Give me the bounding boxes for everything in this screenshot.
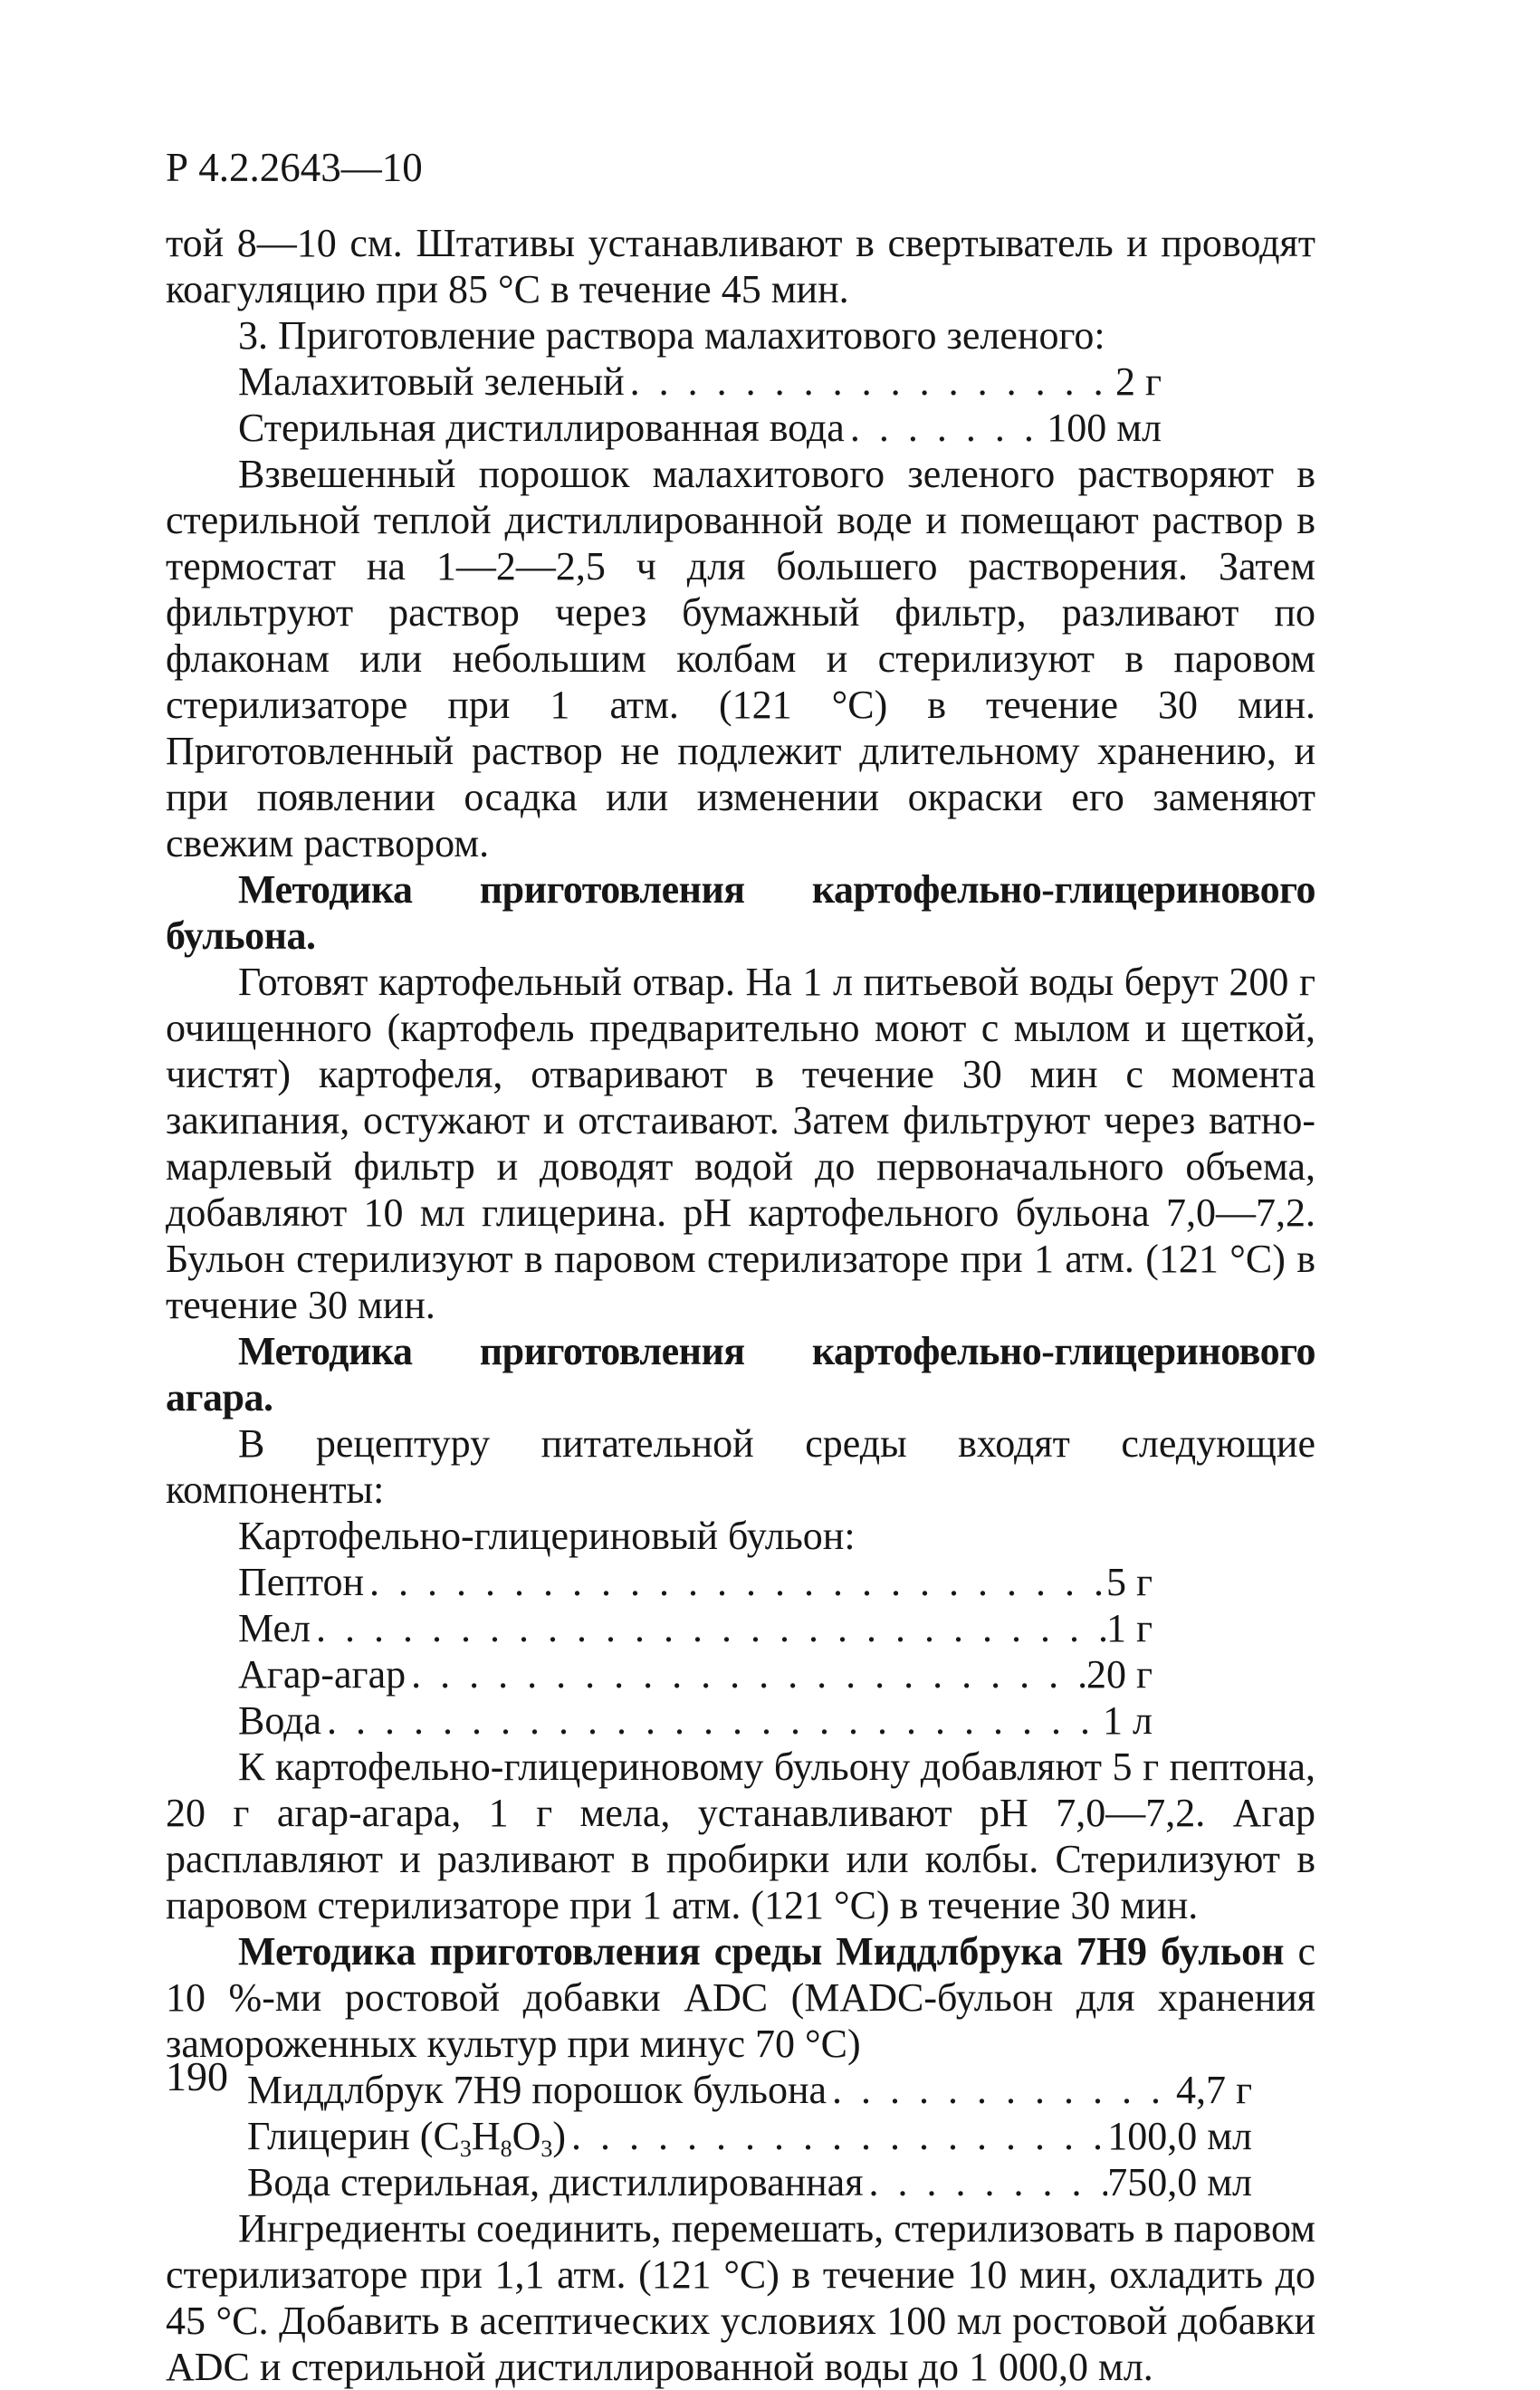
ingredient-name: Мел xyxy=(238,1606,311,1650)
paragraph-agar-intro: В рецептуру питательной среды входят следующие компоненты: xyxy=(166,1421,1315,1512)
ingredient-quantity: 2 г xyxy=(1114,359,1162,404)
ingredient-quantity: 750,0 мл xyxy=(1107,2160,1252,2204)
leader-dots xyxy=(311,1605,1106,1651)
section-heading-broth: Методика приготовления картофельно-глицеринового бульона. xyxy=(166,867,1315,958)
ingredient-row xyxy=(247,2159,1252,2205)
ingredient-name: Миддлбрук 7Н9 порошок бульона xyxy=(247,2068,827,2112)
ingredient-row xyxy=(238,358,1162,405)
paragraph-agar: К картофельно-глицериновому бульону добавляют 5 г пептона, 20 г агар-агара, 1 г мела, устанавливают pH 7,0—7,2. Агар расплавляют и разливают в пробирки или колбы. Стерилизуют в паровом стерилизаторе при 1 атм. (121 °С) в течение 30 мин. xyxy=(166,1745,1315,1927)
formula-close: ) xyxy=(552,2114,567,2158)
ingredient-row xyxy=(238,1651,1153,1697)
ingredient-name xyxy=(247,2113,567,2162)
ingredient-quantity: 1 г xyxy=(1105,1606,1153,1650)
section-heading-middlebrook xyxy=(166,1928,1315,2067)
ingredient-name: Агар-агар xyxy=(238,1652,407,1697)
ingredient-row xyxy=(247,2113,1252,2162)
middlebrook-ingredients-list xyxy=(166,2067,1252,2205)
ingredient-row xyxy=(247,2067,1252,2113)
leader-dots xyxy=(845,405,1047,451)
leader-dots xyxy=(364,1559,1106,1605)
paragraph-final: Ингредиенты соединить, перемешать, стерилизовать в паровом стерилизаторе при 1,1 атм. (121 °С) в течение 10 мин, охладить до 45 °С. Добавить в асептических условиях 100 мл ростовой добавки ADC и стерильной дистиллированной воды до 1 000,0 мл. xyxy=(166,2206,1315,2389)
subscript: 3 xyxy=(540,2136,553,2162)
agar-base-label: Картофельно-глицериновый бульон: xyxy=(238,1514,856,1558)
ingredient-name: Вода xyxy=(238,1698,321,1743)
paragraph-malachite: Взвешенный порошок малахитового зеленого растворяют в стерильной теплой дистиллированной воде и помещают раствор в термостат на 1—2—2,5 ч для большего растворения. Затем фильтруют раствор через бумажный фильтр, разливают по флаконам или небольшим колбам и стерилизуют в паровом стерилизаторе при 1 атм. (121 °С) в течение 30 мин. Приготовленный раствор не подлежит длительному хранению, и при появлении осадка или изменении окраски его заменяют свежим раствором. xyxy=(166,452,1315,865)
leader-dots xyxy=(406,1651,1086,1697)
item-3-title: 3. Приготовление раствора малахитового зеленого: xyxy=(238,313,1105,358)
ingredient-quantity: 100,0 мл xyxy=(1107,2114,1252,2158)
ingredient-name: Вода стерильная, дистиллированная xyxy=(247,2160,864,2204)
section-heading-agar: Методика приготовления картофельно-глицеринового агара. xyxy=(166,1329,1315,1420)
ingredient-row xyxy=(238,1605,1153,1651)
ingredient-name: Стерильная дистиллированная вода xyxy=(238,406,845,450)
middlebrook-heading-bold: Методика приготовления среды Миддлбрука 7Н9 бульон xyxy=(238,1929,1285,1974)
leader-dots xyxy=(625,358,1115,405)
page-number: 190 xyxy=(166,2053,228,2099)
paragraph-broth: Готовят картофельный отвар. На 1 л питьевой воды берут 200 г очищенного (картофель предварительно моют с мылом и щеткой, чистят) картофеля, отваривают в течение 30 мин с момента закипания, остужают и отстаивают. Затем фильтруют через ватно-марлевый фильтр и доводят водой до первоначального объема, добавляют 10 мл глицерина. pH картофельного бульона 7,0—7,2. Бульон стерилизуют в паровом стерилизаторе при 1 атм. (121 °С) в течение 30 мин. xyxy=(166,960,1315,1327)
formula-part: Н xyxy=(471,2114,501,2158)
leader-dots xyxy=(827,2067,1176,2113)
ingredient-row xyxy=(238,1559,1153,1605)
ingredient-row xyxy=(238,1697,1153,1744)
middlebrook-heading-rest: с 10 %-ми ростовой добавки ADC (MADC-бульон для хранения замороженных культур при минус 70 °С) xyxy=(166,1929,1315,2066)
ingredient-quantity: 20 г xyxy=(1086,1652,1153,1697)
formula-part: О xyxy=(512,2114,541,2158)
ingredient-quantity: 5 г xyxy=(1105,1560,1153,1604)
leader-dots xyxy=(863,2159,1107,2205)
subscript: 3 xyxy=(459,2136,472,2162)
ingredient-name: Пептон xyxy=(238,1560,365,1604)
document-code-header: Р 4.2.2643—10 xyxy=(166,145,423,190)
ingredient-row xyxy=(238,405,1162,451)
ingredient-name: Малахитовый зеленый xyxy=(238,359,625,404)
paragraph-continuation: той 8—10 см. Штативы устанавливают в свертыватель и проводят коагуляцию при 85 °С в течение 45 мин. xyxy=(166,221,1315,311)
agar-ingredients-list xyxy=(166,1559,1153,1744)
leader-dots xyxy=(321,1697,1103,1744)
page-body xyxy=(166,145,1315,2390)
ingredient-quantity: 1 л xyxy=(1103,1698,1153,1743)
ingredient-quantity: 100 мл xyxy=(1047,406,1162,450)
glycerol-prefix: Глицерин (С xyxy=(247,2114,460,2158)
malachite-ingredients-list xyxy=(166,358,1162,451)
ingredient-quantity: 4,7 г xyxy=(1175,2068,1252,2112)
subscript: 8 xyxy=(500,2136,512,2162)
leader-dots xyxy=(566,2113,1107,2159)
